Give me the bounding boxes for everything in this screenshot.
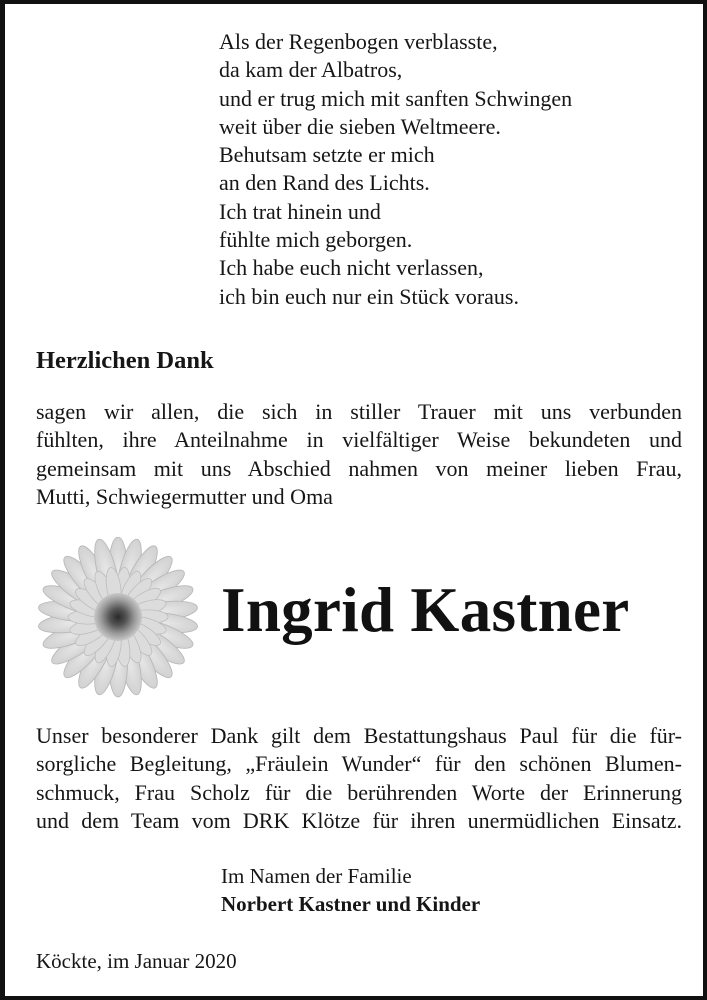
poem-line: da kam der Albatros, (219, 57, 403, 83)
signature-names: Norbert Kastner und Kinder (221, 892, 481, 916)
special-thanks-line: Unser besonderer Dank gilt dem Bestattungshaus Paul für die für- (36, 723, 682, 748)
poem-line: Behutsam setzte er mich (219, 142, 435, 168)
thanks-line: Mutti, Schwiegermutter und Oma (36, 484, 333, 510)
thanks-heading: Herzlichen Dank (36, 347, 214, 374)
poem-line: ich bin euch nur ein Stück voraus. (219, 283, 519, 309)
special-thanks-line: schmuck, Frau Scholz für die berührenden Worte der Erinnerung (36, 779, 682, 805)
place-date: Köckte, im Januar 2020 (36, 949, 237, 973)
special-thanks-line: sorgliche Begleitung, „Fräulein Wunder“ für den schönen Blumen- (36, 751, 682, 777)
special-thanks-line: und dem Team vom DRK Klötze für ihren unermüdlichen Einsatz. (36, 808, 682, 834)
special-thanks-paragraph (36, 722, 682, 836)
poem-line: Ich habe euch nicht verlassen, (219, 255, 484, 281)
poem-line: und er trug mich mit sanften Schwingen (219, 85, 573, 111)
poem-line: weit über die sieben Weltmeere. (219, 113, 501, 139)
poem-line: Ich trat hinein und (219, 198, 381, 224)
thanks-line: fühlten, ihre Anteilnahme in vielfältiger Weise bekundeten und (36, 427, 682, 453)
poem (219, 28, 659, 311)
signature-intro: Im Namen der Familie (221, 864, 412, 888)
flower-center (94, 593, 142, 641)
poem-line: Als der Regenbogen verblasste, (219, 29, 498, 54)
thanks-paragraph (36, 398, 682, 512)
thanks-line: sagen wir allen, die sich in stiller Trauer mit uns verbunden (36, 399, 682, 424)
thanks-line: gemeinsam mit uns Abschied nahmen von meiner lieben Frau, (36, 455, 682, 481)
gerbera-flower-image (29, 537, 201, 702)
poem-line: an den Rand des Lichts. (219, 170, 430, 196)
poem-line: fühlte mich geborgen. (219, 227, 413, 253)
deceased-name: Ingrid Kastner (221, 575, 630, 645)
